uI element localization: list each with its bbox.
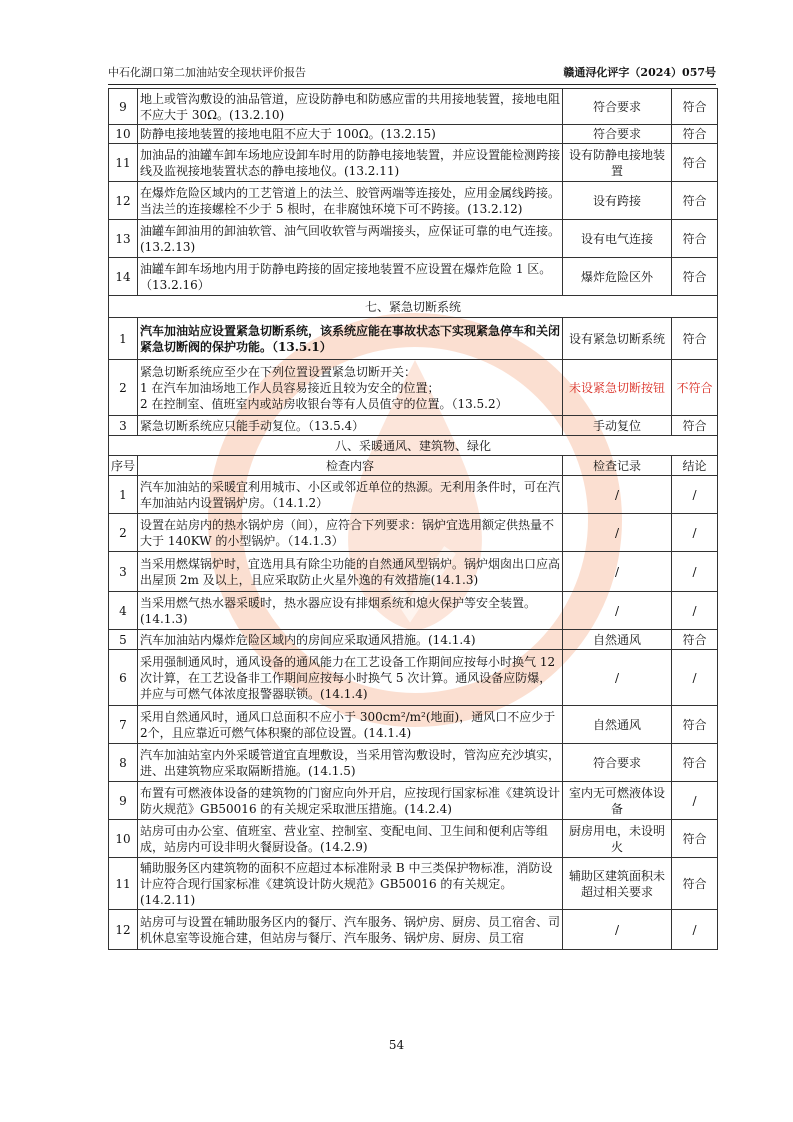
table-row — [109, 89, 718, 125]
row-conclusion: / — [672, 476, 718, 514]
row-conclusion: 符合 — [672, 258, 718, 296]
row-record: 设有电气连接 — [563, 220, 672, 258]
row-record: 未设紧急切断按钮 — [563, 360, 672, 416]
row-record: 自然通风 — [563, 630, 672, 650]
row-content: 汽车加油站的采暖宜利用城市、小区或邻近单位的热源。无利用条件时，可在汽车加油站内设置锅炉房。（14.1.2） — [138, 476, 563, 514]
table-row — [109, 416, 718, 436]
table-row — [109, 630, 718, 650]
row-record: 设有紧急切断系统 — [563, 318, 672, 360]
table-row — [109, 476, 718, 514]
row-conclusion: 符合 — [672, 820, 718, 858]
row-number: 7 — [109, 706, 138, 744]
row-conclusion: / — [672, 552, 718, 592]
row-number: 6 — [109, 650, 138, 706]
row-content: 布置有可燃液体设备的建筑物的门窗应向外开启，应按现行国家标准《建筑设计防火规范》GB50016 的有关规定采取泄压措施。(14.2.4) — [138, 782, 563, 820]
row-content: 当采用燃气热水器采暖时，热水器应设有排烟系统和熄火保护等安全装置。(14.1.3) — [138, 592, 563, 630]
content-line: 1 在汽车加油场地工作人员容易接近且较为安全的位置； — [140, 380, 440, 395]
content-line: 2 在控制室、值班室内或站房收银台等有人员值守的位置。（13.5.2） — [140, 396, 508, 411]
table-row — [109, 744, 718, 782]
row-conclusion: 符合 — [672, 416, 718, 436]
table-row — [109, 144, 718, 182]
row-number: 14 — [109, 258, 138, 296]
row-conclusion: 符合 — [672, 630, 718, 650]
header-divider — [108, 84, 716, 85]
report-title: 中石化湖口第二加油站安全现状评价报告 — [108, 66, 306, 79]
row-number: 11 — [109, 144, 138, 182]
row-content: 油罐车卸油用的卸油软管、油气回收软管与两端接头，应保证可靠的电气连接。(13.2.13) — [138, 220, 563, 258]
table-row — [109, 182, 718, 220]
row-record: 辅助区建筑面积未超过相关要求 — [563, 858, 672, 910]
table-row — [109, 910, 718, 950]
row-conclusion: / — [672, 514, 718, 552]
row-content: 站房可由办公室、值班室、营业室、控制室、变配电间、卫生间和便利店等组成，站房内可设非明火餐厨设备。(14.2.9) — [138, 820, 563, 858]
page-number: 54 — [388, 1038, 405, 1052]
row-conclusion: 符合 — [672, 744, 718, 782]
table-row — [109, 220, 718, 258]
table-row — [109, 782, 718, 820]
row-conclusion: / — [672, 782, 718, 820]
row-number: 13 — [109, 220, 138, 258]
row-conclusion: / — [672, 592, 718, 630]
row-conclusion: 符合 — [672, 125, 718, 144]
table-row — [109, 360, 718, 416]
row-number: 9 — [109, 89, 138, 125]
row-record: 符合要求 — [563, 744, 672, 782]
table-row — [109, 706, 718, 744]
row-record: 符合要求 — [563, 125, 672, 144]
row-number: 12 — [109, 182, 138, 220]
row-conclusion: 符合 — [672, 318, 718, 360]
section-header-emergency — [109, 296, 718, 318]
row-number: 10 — [109, 125, 138, 144]
row-record: / — [563, 592, 672, 630]
row-conclusion: 符合 — [672, 220, 718, 258]
row-content: 防静电接地装置的接地电阻不应大于 100Ω。(13.2.15) — [138, 125, 563, 144]
table-row — [109, 650, 718, 706]
row-number: 8 — [109, 744, 138, 782]
row-conclusion: 符合 — [672, 858, 718, 910]
table-row — [109, 125, 718, 144]
row-content: 汽车加油站室内外采暖管道宜直埋敷设，当采用管沟敷设时，管沟应充沙填实，进、出建筑物应采取隔断措施。(14.1.5) — [138, 744, 563, 782]
page-header — [108, 64, 716, 82]
col-header-conclusion: 结论 — [672, 456, 718, 476]
row-record: 符合要求 — [563, 89, 672, 125]
table-row — [109, 514, 718, 552]
row-number: 5 — [109, 630, 138, 650]
row-conclusion: 符合 — [672, 182, 718, 220]
report-number: 赣通浔化评字（2024）057号 — [563, 66, 716, 79]
row-number: 1 — [109, 318, 138, 360]
row-conclusion: 不符合 — [672, 360, 718, 416]
row-content: 油罐车卸车场地内用于防静电跨接的固定接地装置不应设置在爆炸危险 1 区。（13.2.16） — [138, 258, 563, 296]
content-line: 紧急切断系统应至少在下列位置设置紧急切断开关： — [140, 364, 417, 379]
table-header-row — [109, 456, 718, 476]
table-row — [109, 592, 718, 630]
row-record: / — [563, 552, 672, 592]
row-conclusion: 符合 — [672, 144, 718, 182]
row-record: / — [563, 476, 672, 514]
row-number: 10 — [109, 820, 138, 858]
row-number: 4 — [109, 592, 138, 630]
col-header-content: 检查内容 — [138, 456, 563, 476]
row-number: 3 — [109, 416, 138, 436]
row-content: 辅助服务区内建筑物的面积不应超过本标准附录 B 中三类保护物标准，消防设计应符合现行国家标准《建筑设计防火规范》GB50016 的有关规定。(14.2.11) — [138, 858, 563, 910]
col-header-num: 序号 — [109, 456, 138, 476]
table-row — [109, 552, 718, 592]
row-number: 2 — [109, 514, 138, 552]
row-number: 3 — [109, 552, 138, 592]
row-record: 厨房用电，未设明火 — [563, 820, 672, 858]
table-row — [109, 858, 718, 910]
section-title: 七、紧急切断系统 — [109, 296, 718, 318]
row-content: 在爆炸危险区域内的工艺管道上的法兰、胶管两端等连接处，应用金属线跨接。当法兰的连接螺栓不少于 5 根时，在非腐蚀环境下可不跨接。(13.2.12) — [138, 182, 563, 220]
row-record: 室内无可燃液体设备 — [563, 782, 672, 820]
row-record: 自然通风 — [563, 706, 672, 744]
inspection-table — [108, 88, 718, 950]
row-conclusion: / — [672, 910, 718, 950]
row-record: / — [563, 910, 672, 950]
row-content: 设置在站房内的热水锅炉房（间），应符合下列要求：锅炉宜选用额定供热量不大于 140KW 的小型锅炉。（14.1.3） — [138, 514, 563, 552]
table-row — [109, 318, 718, 360]
row-content: 紧急切断系统应只能手动复位。（13.5.4） — [138, 416, 563, 436]
row-content: 汽车加油站应设置紧急切断系统，该系统应能在事故状态下实现紧急停车和关闭紧急切断阀的保护功能。（13.5.1） — [138, 318, 563, 360]
row-number: 2 — [109, 360, 138, 416]
row-record: 爆炸危险区外 — [563, 258, 672, 296]
row-content — [138, 360, 563, 416]
section-title: 八、采暖通风、建筑物、绿化 — [109, 436, 718, 456]
row-content: 当采用燃煤锅炉时，宜选用具有除尘功能的自然通风型锅炉。锅炉烟囱出口应高出屋顶 2m 及以上，且应采取防止火星外逸的有效措施(14.1.3) — [138, 552, 563, 592]
row-content: 地上或管沟敷设的油品管道，应设防静电和防感应雷的共用接地装置，接地电阻不应大于 30Ω。(13.2.10) — [138, 89, 563, 125]
section-header-ventilation — [109, 436, 718, 456]
row-content: 加油品的油罐车卸车场地应设卸车时用的防静电接地装置，并应设置能检测跨接线及监视接地装置状态的静电接地仪。(13.2.11) — [138, 144, 563, 182]
row-number: 11 — [109, 858, 138, 910]
row-content: 汽车加油站内爆炸危险区域内的房间应采取通风措施。(14.1.4) — [138, 630, 563, 650]
row-record: 手动复位 — [563, 416, 672, 436]
row-record: / — [563, 514, 672, 552]
row-conclusion: / — [672, 650, 718, 706]
table-row — [109, 258, 718, 296]
row-content: 采用自然通风时，通风口总面积不应小于 300cm²/m²(地面)，通风口不应少于2个，且应靠近可燃气体积聚的部位设置。(14.1.4) — [138, 706, 563, 744]
row-conclusion: 符合 — [672, 89, 718, 125]
row-number: 9 — [109, 782, 138, 820]
row-record: / — [563, 650, 672, 706]
row-conclusion: 符合 — [672, 706, 718, 744]
row-record: 设有防静电接地装置 — [563, 144, 672, 182]
table-row — [109, 820, 718, 858]
row-content: 采用强制通风时，通风设备的通风能力在工艺设备工作期间应按每小时换气 12次计算，在工艺设备非工作期间应按每小时换气 5 次计算。通风设备应防爆，并应与可燃气体浓度报警器联锁。(14.1.4) — [138, 650, 563, 706]
col-header-record: 检查记录 — [563, 456, 672, 476]
row-number: 1 — [109, 476, 138, 514]
row-number: 12 — [109, 910, 138, 950]
row-content: 站房可与设置在辅助服务区内的餐厅、汽车服务、锅炉房、厨房、员工宿舍、司机休息室等设施合建，但站房与餐厅、汽车服务、锅炉房、厨房、员工宿 — [138, 910, 563, 950]
row-record: 设有跨接 — [563, 182, 672, 220]
